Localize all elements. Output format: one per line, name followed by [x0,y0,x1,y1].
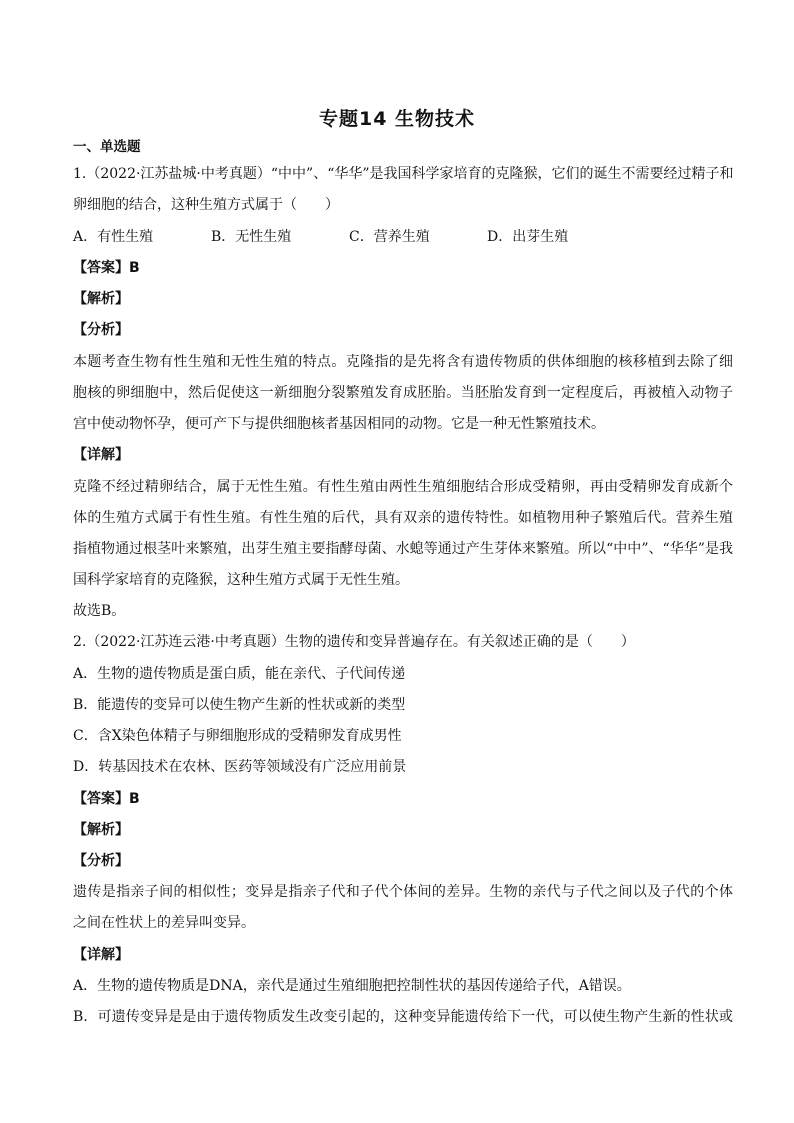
q2-xiangjie-line-2: B．可遗传变异是是由于遗传物质发生改变引起的，这种变异能遗传给下一代，可以使生物产生新的性状或 [73,1009,733,1025]
q1-option-c: C．营养生殖 [349,229,430,245]
q2-option-d: D．转基因技术在农林、医药等领域没有广泛应用前景 [73,759,407,775]
q2-option-a: A．生物的遗传物质是蛋白质，能在亲代、子代间传递 [73,666,406,682]
q1-fenxi-line-3: 宫中使动物怀孕，便可产下与提供细胞核者基因相同的动物。它是一种无性繁殖技术。 [73,416,605,432]
q1-option-b: B．无性生殖 [211,229,292,245]
q1-answer: 【答案】B [73,260,140,276]
q1-analysis-tag: 【解析】 [73,291,129,307]
q2-answer: 【答案】B [73,791,140,807]
q2-xiangjie-tag: 【详解】 [73,947,129,963]
q1-xiangjie-tag: 【详解】 [73,447,129,463]
q2-option-b: B．能遗传的变异可以使生物产生新的性状或新的类型 [73,697,406,713]
q1-fenxi-line-1: 本题考查生物有性生殖和无性生殖的特点。克隆指的是先将含有遗传物质的供体细胞的核移植到去除了细 [73,354,733,370]
q2-fenxi-line-1: 遗传是指亲子间的相似性；变异是指亲子代和子代个体间的差异。生物的亲代与子代之间以及子代的个体 [73,884,733,900]
q1-fenxi-line-2: 胞核的卵细胞中，然后促使这一新细胞分裂繁殖发育成胚胎。当胚胎发育到一定程度后，再被植入动物子 [73,385,733,401]
q1-options [73,227,733,247]
q2-xiangjie-line-1: A．生物的遗传物质是DNA，亲代是通过生殖细胞把控制性状的基因传递给子代，A错误。 [73,978,631,994]
q1-xiangjie-line-1: 克隆不经过精卵结合，属于无性生殖。有性生殖由两性生殖细胞结合形成受精卵，再由受精卵发育成新个 [73,479,733,495]
q2-fenxi-tag: 【分析】 [73,853,129,869]
q1-stem-line-2: 卵细胞的结合，这种生殖方式属于（ ） [73,197,339,213]
q1-xiangjie-line-3: 指植物通过根茎叶来繁殖，出芽生殖主要指酵母菌、水螅等通过产生芽体来繁殖。所以“中中”、“华华”是我 [73,541,733,557]
q2-option-c: C．含X染色体精子与卵细胞形成的受精卵发育成男性 [73,728,402,744]
q1-option-a: A．有性生殖 [73,229,154,245]
page-title: 专题14 生物技术 [318,108,476,130]
q1-option-d: D．出芽生殖 [487,229,569,245]
q1-xiangjie-line-2: 体的生殖方式属于有性生殖。有性生殖的后代，具有双亲的遗传特性。如植物用种子繁殖后代。营养生殖 [73,510,733,526]
q2-stem: 2.（2022·江苏连云港·中考真题）生物的遗传和变异普遍存在。有关叙述正确的是（ ） [73,634,635,650]
q1-stem-line-1: 1.（2022·江苏盐城·中考真题）“中中”、“华华”是我国科学家培育的克隆猴，它们的诞生不需要经过精子和 [73,166,734,182]
q2-analysis-tag: 【解析】 [73,822,129,838]
q1-xiangjie-line-4: 国科学家培育的克隆猴，这种生殖方式属于无性生殖。 [73,572,409,588]
q2-fenxi-line-2: 之间在性状上的差异叫变异。 [73,915,255,931]
section-heading: 一、单选题 [73,139,141,155]
q1-fenxi-tag: 【分析】 [73,322,129,338]
q1-conclusion: 故选B。 [73,603,126,619]
